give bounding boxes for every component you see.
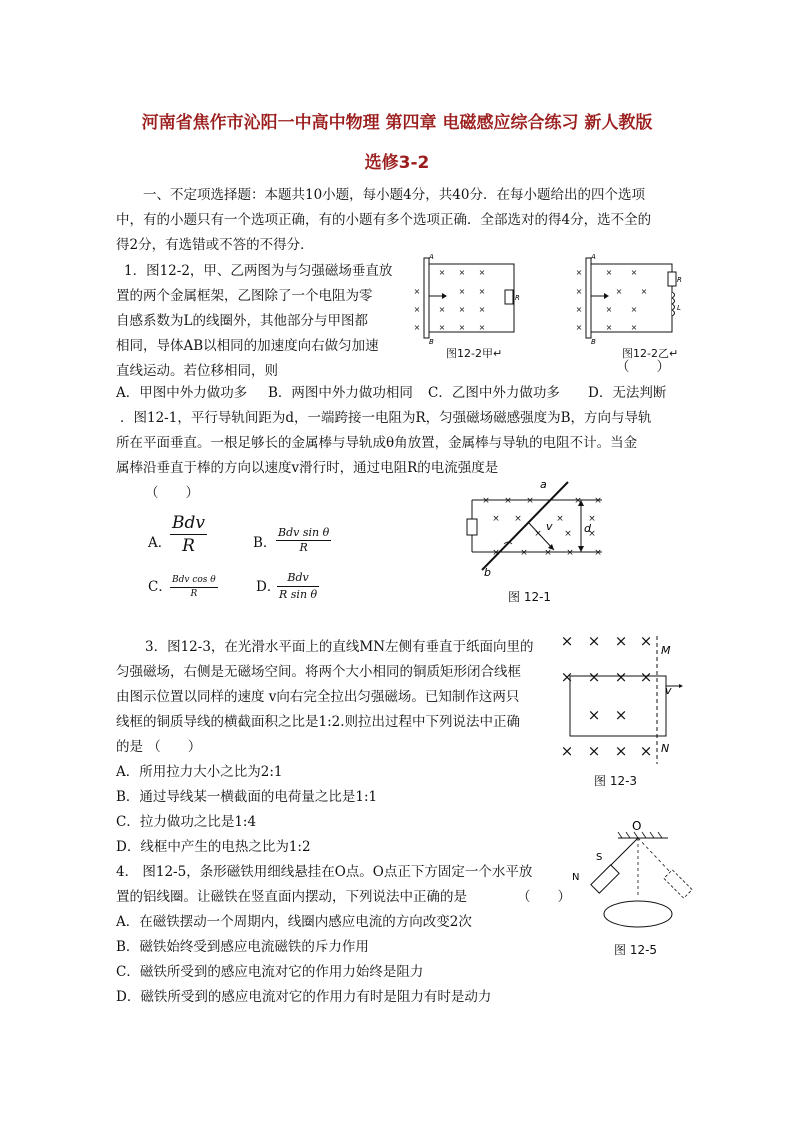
svg-text:×: × <box>587 706 601 724</box>
svg-text:×: × <box>520 548 528 558</box>
svg-text:×: × <box>575 323 583 332</box>
q2-option-a-label: A． <box>148 535 172 551</box>
svg-text:×: × <box>504 496 512 506</box>
fig-yi-label-r: R <box>677 276 682 284</box>
svg-text:×: × <box>478 323 486 332</box>
svg-text:×: × <box>588 529 596 539</box>
figure-12-2-yi <box>574 252 684 344</box>
q3-line-1: 3．图12-3，在光滑水平面上的直线MN左侧有垂直于纸面向里的 <box>145 639 534 655</box>
svg-text:×: × <box>560 632 574 650</box>
figure-12-5 <box>568 818 698 933</box>
svg-text:×: × <box>639 632 653 650</box>
svg-text:×: × <box>560 668 574 686</box>
svg-text:×: × <box>614 632 628 650</box>
svg-text:×: × <box>605 268 613 277</box>
fig-12-3-label-v: v <box>665 684 672 697</box>
fig-yi-label-b: B <box>591 338 596 344</box>
fig-12-5-label-o: O <box>632 819 642 833</box>
fig-yi-caption: 图12-2乙↵ <box>622 347 679 360</box>
q3-line-2: 匀强磁场，右侧是无磁场空间。将两个大小相同的铜质矩形闭合线框 <box>116 664 521 680</box>
svg-text:×: × <box>438 305 446 314</box>
q3-option-b: B．通过导线某一横截面的电荷量之比是1:1 <box>116 789 378 805</box>
q1-option-c: C．乙图中外力做功多 <box>428 385 560 401</box>
svg-text:×: × <box>575 287 583 296</box>
svg-text:×: × <box>614 706 628 724</box>
q3-option-d: D．线框中产生的电热之比为1:2 <box>116 839 311 855</box>
q2-option-b-den: R <box>299 541 308 554</box>
q3-line-5: 的是 （ ） <box>116 739 202 755</box>
q2-option-a-formula <box>170 512 207 557</box>
q4-option-d: D．磁铁所受到的感应电流对它的作用力有时是阻力有时是动力 <box>116 989 492 1005</box>
q3-line-4: 线框的铜质导线的横截面积之比是1:2.则拉出过程中下列说法中正确 <box>116 714 521 730</box>
fig-12-3-label-n: N <box>661 742 670 755</box>
q2-option-a-num: Bdv <box>172 513 205 533</box>
svg-text:×: × <box>594 496 602 506</box>
q1-line-2: 置的两个金属框架，乙图除了一个电阻为零 <box>116 288 373 304</box>
svg-text:×: × <box>544 548 552 558</box>
q2-option-d-den: R sin θ <box>279 588 318 601</box>
svg-text:×: × <box>574 496 582 506</box>
intro-line-2: 中，有的小题只有一个选项正确，有的小题有多个选项正确．全部选对的得4分，选不全的 <box>116 212 652 228</box>
svg-text:×: × <box>438 268 446 277</box>
q2-option-d-label: D． <box>256 579 281 595</box>
svg-text:×: × <box>615 287 623 296</box>
svg-text:×: × <box>587 742 601 760</box>
svg-text:×: × <box>566 548 574 558</box>
fig-12-1-label-a: a <box>540 478 547 491</box>
svg-text:×: × <box>458 268 466 277</box>
svg-text:×: × <box>639 668 653 686</box>
q2-option-c-num: Bdv cos θ <box>170 574 218 588</box>
q1-line-5: 直线运动。若位移相同，则 <box>116 363 278 379</box>
svg-text:×: × <box>458 287 466 296</box>
q2-line-3: 属棒沿垂直于棒的方向以速度v滑行时，通过电阻R的电流强度是 <box>116 460 499 476</box>
fig-yi-label-l: L <box>677 304 681 312</box>
fig-12-3-label-m: M <box>661 644 671 657</box>
fig-jia-label-r: R <box>515 294 520 302</box>
svg-text:×: × <box>413 323 421 332</box>
fig-12-5-label-n: N <box>572 872 580 883</box>
svg-text:×: × <box>478 268 486 277</box>
svg-text:×: × <box>438 323 446 332</box>
svg-text:×: × <box>514 514 522 524</box>
svg-text:×: × <box>492 514 500 524</box>
intro-line-3: 得2分，有选错或不答的不得分． <box>116 237 314 253</box>
q3-option-a: A．所用拉力大小之比为2:1 <box>116 764 283 780</box>
q2-option-c-formula <box>170 574 218 601</box>
fig-12-3-caption: 图 12-3 <box>594 774 638 788</box>
q2-option-b-label: B． <box>253 535 277 551</box>
q2-option-c-den: R <box>190 589 198 599</box>
q2-option-c-label: C． <box>148 579 172 595</box>
q4-option-a: A．在磁铁摆动一个周期内，线圈内感应电流的方向改变2次 <box>116 914 472 930</box>
svg-text:×: × <box>614 742 628 760</box>
svg-text:×: × <box>556 514 564 524</box>
q2-line-1: ．图12-1，平行导轨间距为d，一端跨接一电阻为R，匀强磁场磁感强度为B，方向与导轨 <box>120 410 652 426</box>
q4-line-2: 置的铝线圈。让磁铁在竖直面内摆动，下列说法中正确的是 <box>116 889 467 905</box>
svg-text:×: × <box>413 287 421 296</box>
fig-jia-caption: 图12-2甲↵ <box>446 347 503 360</box>
fig-12-1-caption: 图 12-1 <box>508 590 552 604</box>
page-title-line1: 河南省焦作市沁阳一中高中物理 第四章 电磁感应综合练习 新人教版 <box>141 113 653 133</box>
svg-text:×: × <box>630 323 638 332</box>
q1-answer-paren: （ ） <box>616 359 670 375</box>
svg-text:×: × <box>534 529 542 539</box>
q2-option-a-den: R <box>182 536 195 556</box>
svg-text:×: × <box>594 548 602 558</box>
svg-text:×: × <box>630 305 638 314</box>
svg-text:×: × <box>560 742 574 760</box>
q2-option-d-num: Bdv <box>277 570 319 587</box>
intro-line-1: 一、不定项选择题：本题共10小题，每小题4分，共40分．在每小题给出的四个选项 <box>143 187 645 203</box>
svg-text:×: × <box>639 742 653 760</box>
page-title-line2: 选修3-2 <box>364 153 430 173</box>
q1-line-3: 自感系数为L的线圈外，其他部分与甲图都 <box>116 313 368 329</box>
svg-text:×: × <box>526 496 534 506</box>
svg-text:×: × <box>630 268 638 277</box>
figure-12-3 <box>554 628 684 768</box>
fig-12-5-label-s: S <box>596 852 603 863</box>
q2-answer-paren: （ ） <box>145 485 199 501</box>
fig-12-1-label-d: d <box>584 522 591 535</box>
figure-12-1 <box>458 478 608 578</box>
q1-line-1: 1．图12-2，甲、乙两图为与匀强磁场垂直放 <box>124 263 393 279</box>
fig-12-5-caption: 图 12-5 <box>614 943 658 957</box>
svg-text:×: × <box>458 323 466 332</box>
svg-text:×: × <box>413 305 421 314</box>
q2-line-2: 所在平面垂直。一根足够长的金属棒与导轨成θ角放置，金属棒与导轨的电阻不计。当金 <box>116 435 638 451</box>
q1-line-4: 相同，导体AB以相同的加速度向右做匀加速 <box>116 338 379 354</box>
q1-option-d: D．无法判断 <box>588 385 667 401</box>
fig-jia-label-a: A <box>429 253 434 261</box>
q3-option-c: C．拉力做功之比是1:4 <box>116 814 257 830</box>
q4-option-b: B．磁铁始终受到感应电流磁铁的斥力作用 <box>116 939 369 955</box>
figure-12-2-jia <box>412 252 522 344</box>
svg-text:×: × <box>478 305 486 314</box>
svg-text:×: × <box>588 514 596 524</box>
svg-text:×: × <box>587 668 601 686</box>
fig-12-1-label-b: b <box>484 566 491 578</box>
svg-text:×: × <box>640 287 648 296</box>
q4-option-c: C．磁铁所受到的感应电流对它的作用力始终是阻力 <box>116 964 424 980</box>
svg-text:×: × <box>587 632 601 650</box>
q1-option-a: A．甲图中外力做功多 <box>116 385 248 401</box>
svg-text:×: × <box>458 305 466 314</box>
svg-text:×: × <box>575 268 583 277</box>
svg-text:×: × <box>605 305 613 314</box>
q2-option-d-formula <box>277 570 319 603</box>
svg-text:×: × <box>478 287 486 296</box>
svg-text:×: × <box>614 668 628 686</box>
q4-answer-paren: （ ） <box>517 889 571 905</box>
q1-option-b: B．两图中外力做功相同 <box>268 385 413 401</box>
q4-line-1: 4． 图12-5，条形磁铁用细线悬挂在O点。O点正下方固定一个水平放 <box>116 864 533 880</box>
q2-option-b-num: Bdv sin θ <box>278 526 330 539</box>
q3-line-3: 由图示位置以同样的速度 v向右完全拉出匀强磁场。已知制作这两只 <box>116 689 520 705</box>
svg-text:×: × <box>605 323 613 332</box>
svg-text:×: × <box>492 548 500 558</box>
svg-text:×: × <box>482 496 490 506</box>
fig-jia-label-b: B <box>429 338 434 344</box>
q2-option-b-formula <box>276 526 331 555</box>
svg-text:×: × <box>575 305 583 314</box>
svg-text:×: × <box>564 529 572 539</box>
fig-12-1-label-v: v <box>546 520 553 533</box>
fig-yi-label-a: A <box>591 253 596 261</box>
